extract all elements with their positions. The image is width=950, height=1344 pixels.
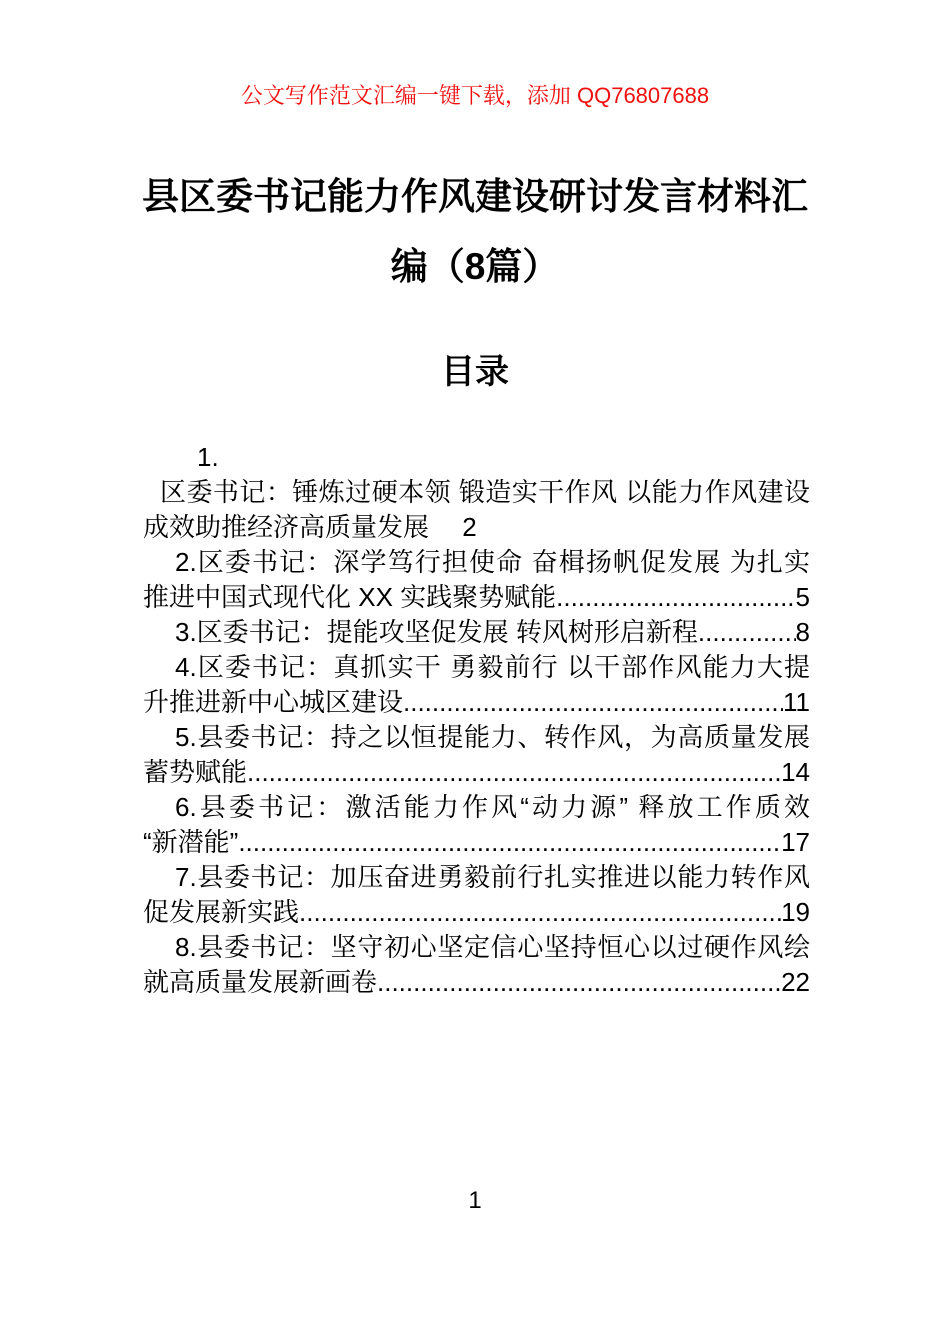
toc-line[interactable]	[143, 685, 810, 720]
dot-leader	[403, 685, 783, 720]
toc-line[interactable]	[143, 545, 810, 580]
dot-leader	[238, 825, 781, 860]
toc-line[interactable]	[143, 790, 810, 825]
toc-line[interactable]	[143, 510, 810, 545]
toc-line-text: 就高质量发展新画卷	[143, 967, 378, 997]
toc-page-number: 8	[795, 617, 810, 647]
dot-leader	[556, 580, 795, 615]
toc-line[interactable]	[143, 615, 810, 650]
page-number: 1	[468, 1187, 482, 1214]
toc-line-text: 促发展新实践	[143, 897, 300, 927]
dot-leader	[377, 965, 781, 1000]
toc-line[interactable]	[143, 965, 810, 1000]
dot-leader	[299, 895, 781, 930]
toc-line-text: 5.县委书记：持之以恒提能力、转作风，为高质量发展	[175, 722, 810, 752]
toc-page-number: 14	[781, 757, 810, 787]
dot-leader	[698, 615, 796, 650]
dot-leader	[247, 755, 781, 790]
table-of-contents	[143, 440, 810, 1000]
toc-line-text: 8.县委书记：坚守初心坚定信心坚持恒心以过硬作风绘	[175, 932, 810, 962]
toc-line[interactable]	[143, 895, 810, 930]
toc-page-number: 19	[781, 897, 810, 927]
toc-page-number: 5	[795, 582, 810, 612]
toc-line[interactable]	[143, 860, 810, 895]
promo-banner: 公文写作范文汇编一键下载，添加 QQ76807688	[240, 83, 710, 108]
toc-line-text: 区委书记：锤炼过硬本领 锻造实干作风 以能力作风建设	[160, 477, 810, 507]
toc-line-text: 4.区委书记：真抓实干 勇毅前行 以干部作风能力大提	[175, 652, 810, 682]
toc-line-text: 6.县委书记：激活能力作风“动力源” 释放工作质效	[175, 792, 810, 822]
toc-line-text: 7.县委书记：加压奋进勇毅前行扎实推进以能力转作风	[175, 862, 810, 892]
document-title-line-1: 县区委书记能力作风建设研讨发言材料汇	[142, 176, 808, 217]
toc-line[interactable]	[143, 825, 810, 860]
toc-line-text: 升推进新中心城区建设	[143, 687, 404, 717]
toc-line[interactable]	[143, 720, 810, 755]
toc-line[interactable]	[143, 475, 810, 510]
toc-line-text: 2.区委书记：深学笃行担使命 奋楫扬帆促发展 为扎实	[175, 547, 810, 577]
toc-line-text: 成效助推经济高质量发展 2	[143, 512, 477, 542]
toc-line-text: 3.区委书记：提能攻坚促发展 转风树形启新程	[175, 617, 698, 647]
toc-page-number: 22	[781, 967, 810, 997]
toc-line[interactable]	[143, 580, 810, 615]
toc-page-number: 17	[781, 827, 810, 857]
toc-line[interactable]	[143, 650, 810, 685]
document-title	[0, 162, 950, 302]
toc-line[interactable]	[143, 755, 810, 790]
toc-line[interactable]	[143, 930, 810, 965]
toc-line[interactable]	[143, 440, 810, 475]
toc-line-text: 1.	[197, 442, 219, 472]
toc-line-text: 推进中国式现代化 XX 实践聚势赋能	[143, 582, 557, 612]
toc-page-number: 11	[783, 687, 810, 717]
document-title-line-2: 编（8篇）	[390, 246, 560, 287]
toc-heading: 目录	[441, 353, 509, 391]
toc-line-text: “新潜能”	[143, 827, 239, 857]
toc-line-text: 蓄势赋能	[143, 757, 248, 787]
